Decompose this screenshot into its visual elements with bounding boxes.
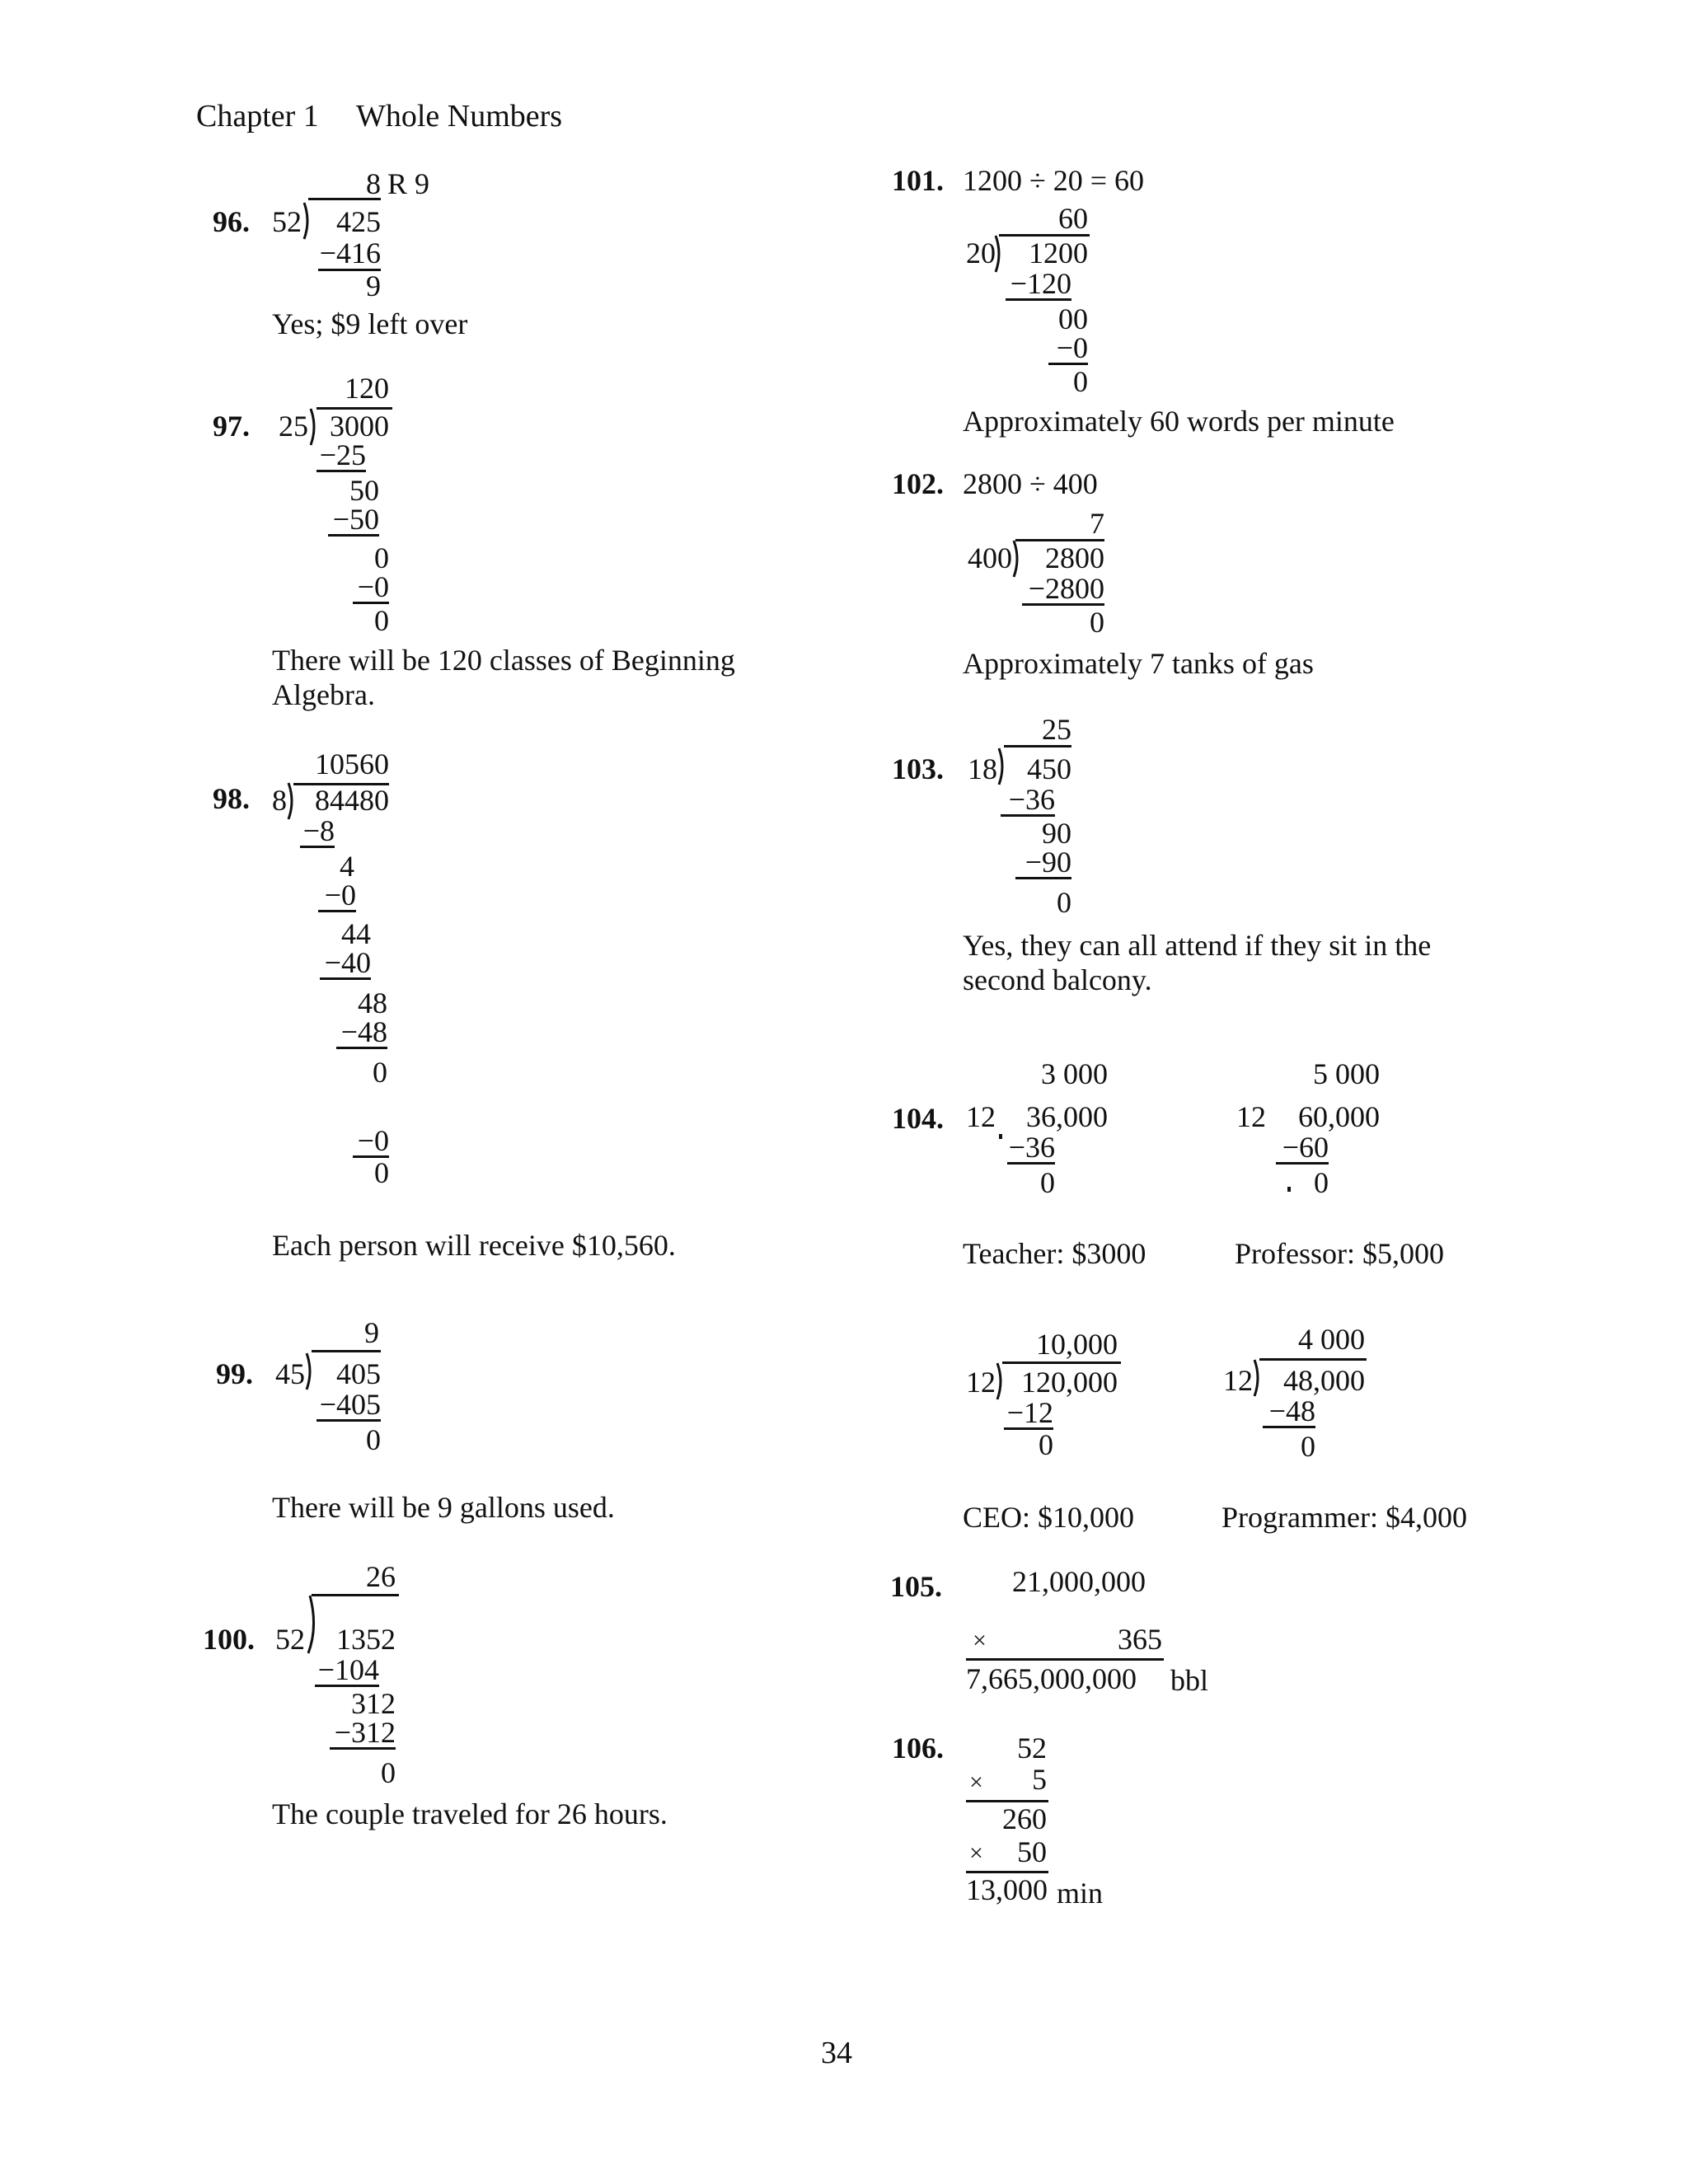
multiplicand: 21,000,000 — [1012, 1565, 1146, 1598]
times-sign-1: × — [969, 1769, 983, 1796]
problem-number: 97. — [213, 410, 250, 443]
division-bracket — [1012, 539, 1020, 579]
quotient: 9 — [364, 1316, 379, 1349]
step-line-2: 50 — [349, 474, 379, 507]
quotient: 8 — [366, 167, 381, 200]
factor-a: 52 — [1017, 1732, 1047, 1765]
dividend: 1200 — [1029, 237, 1088, 269]
professor-label: Professor: $5,000 — [1235, 1237, 1444, 1270]
dividend: 60,000 — [1298, 1100, 1380, 1133]
remainder-label: R 9 — [387, 167, 430, 200]
step-subtract-1: −8 — [300, 816, 335, 848]
step-subtract-3: −0 — [353, 572, 389, 604]
divisor: 52 — [272, 205, 302, 238]
product-unit: bbl — [1170, 1664, 1209, 1697]
step-subtract-2: −90 — [1015, 847, 1071, 879]
division-bar — [312, 1594, 399, 1596]
step-subtract-2: −50 — [328, 504, 379, 537]
answer-text: Yes; $9 left over — [272, 307, 468, 340]
step-line-3: 0 — [381, 1756, 396, 1789]
factor-d: 50 — [1017, 1835, 1047, 1868]
step-line-2: 0 — [1090, 606, 1104, 639]
divisor: 400 — [968, 541, 1012, 574]
dividend: 36,000 — [1026, 1100, 1108, 1133]
dividend: 84480 — [315, 784, 389, 817]
dividend: 3000 — [330, 410, 389, 443]
division-bracket — [305, 1352, 313, 1391]
quotient: 4 000 — [1298, 1323, 1365, 1356]
step-subtract-1: −36 — [1001, 785, 1055, 817]
step-subtract-1: −2800 — [1022, 574, 1104, 606]
programmer-label: Programmer: $4,000 — [1221, 1501, 1467, 1534]
teacher-label: Teacher: $3000 — [963, 1237, 1146, 1270]
step-line-2: 0 — [366, 1423, 381, 1456]
step-subtract-1: −25 — [316, 440, 366, 472]
division-bracket — [307, 1594, 315, 1655]
division-bar — [1259, 1358, 1367, 1361]
step-line-5: 0 — [373, 1056, 387, 1089]
step-subtract-2: −312 — [330, 1718, 396, 1750]
quotient: 10,000 — [1036, 1328, 1118, 1361]
quotient: 10560 — [315, 748, 389, 780]
dividend: 425 — [336, 205, 381, 238]
divisor: 12 — [966, 1100, 996, 1133]
dividend: 1352 — [336, 1623, 396, 1656]
answer-text: Approximately 7 tanks of gas — [963, 647, 1314, 680]
quotient: 5 000 — [1313, 1057, 1380, 1090]
step-subtract-4: −48 — [336, 1017, 387, 1049]
problem-number: 106. — [892, 1732, 944, 1765]
step-subtract-2: −0 — [318, 880, 356, 912]
divisor: 45 — [275, 1357, 305, 1390]
problem-number: 99. — [216, 1357, 253, 1390]
quotient: 7 — [1090, 507, 1104, 540]
product: 7,665,000,000 — [966, 1662, 1137, 1695]
divisor: 25 — [279, 410, 308, 443]
step-line-2: 4 — [340, 850, 354, 883]
quotient: 26 — [366, 1560, 396, 1593]
answer-text: The couple traveled for 26 hours. — [272, 1797, 668, 1830]
division-bar — [1002, 1361, 1121, 1364]
division-bar — [312, 1350, 381, 1352]
answer-line-1: There will be 120 classes of Beginning — [272, 644, 735, 677]
partial-product: 260 — [1002, 1802, 1047, 1835]
answer-line-1: Yes, they can all attend if they sit in the — [963, 929, 1432, 962]
divisor: 12 — [1223, 1364, 1253, 1397]
step-line-4: 48 — [358, 987, 387, 1019]
factor-b: 5 — [1032, 1763, 1047, 1796]
step-subtract-3: −40 — [320, 948, 371, 980]
step-subtract-1: −60 — [1276, 1132, 1329, 1165]
step-line-2: 0 — [1040, 1166, 1055, 1199]
times-sign-2: × — [969, 1840, 983, 1867]
problem-number: 102. — [892, 467, 944, 500]
problem-number: 104. — [892, 1102, 944, 1135]
step-line-3: 0 — [1057, 886, 1071, 919]
step-line-3: 0 — [1073, 365, 1088, 398]
subtrahend: −416 — [319, 237, 381, 269]
divisor: 12 — [1236, 1100, 1266, 1133]
division-bracket — [996, 1361, 1004, 1401]
divisor: 52 — [275, 1623, 305, 1656]
division-bracket — [302, 201, 311, 241]
answer-text: Each person will receive $10,560. — [272, 1229, 676, 1262]
answer-line-2: Algebra. — [272, 678, 375, 711]
step-subtract-1: −405 — [316, 1390, 381, 1422]
step-subtract-1: −12 — [1004, 1398, 1053, 1430]
step-subtract-1: −104 — [315, 1655, 379, 1687]
step-subtract-1: −48 — [1263, 1396, 1315, 1428]
problem-number: 96. — [213, 205, 250, 238]
problem-number: 100. — [203, 1623, 255, 1656]
step-line-2: 00 — [1058, 302, 1088, 335]
answer-text: Approximately 60 words per minute — [963, 405, 1395, 438]
step-line-3: 44 — [341, 917, 371, 950]
dividend: 405 — [336, 1357, 381, 1390]
quotient: 3 000 — [1041, 1057, 1108, 1090]
times-sign: × — [973, 1627, 987, 1654]
step-line-2: 90 — [1042, 817, 1071, 850]
step-subtract-2: −0 — [1048, 333, 1088, 365]
stray-mark — [1287, 1187, 1291, 1192]
quotient: 120 — [345, 372, 389, 405]
division-bar — [1004, 745, 1071, 748]
divisor: 8 — [272, 784, 287, 817]
step-line-2: 312 — [351, 1687, 396, 1720]
problem-number: 101. — [892, 164, 944, 197]
divisor: 18 — [968, 752, 997, 785]
step-line-6: 0 — [374, 1156, 389, 1189]
division-bracket — [1253, 1358, 1261, 1398]
step-line-2: 0 — [1301, 1430, 1315, 1463]
step-line-4: 0 — [374, 604, 389, 637]
expression: 2800 ÷ 400 — [963, 467, 1098, 500]
dividend: 2800 — [1045, 541, 1104, 574]
answer-line-2: second balcony. — [963, 963, 1152, 996]
answer-text: There will be 9 gallons used. — [272, 1491, 615, 1524]
division-bracket — [997, 747, 1006, 786]
dividend: 120,000 — [1021, 1366, 1118, 1399]
product-line — [966, 1658, 1164, 1661]
problem-number: 105. — [890, 1570, 942, 1603]
ceo-label: CEO: $10,000 — [963, 1501, 1135, 1534]
dividend: 450 — [1027, 752, 1071, 785]
divisor: 20 — [966, 237, 996, 269]
stray-mark — [999, 1134, 1002, 1139]
problem-number: 98. — [213, 782, 250, 815]
quotient: 25 — [1042, 713, 1071, 746]
quotient: 60 — [1058, 202, 1088, 235]
step-subtract-1: −36 — [1008, 1131, 1055, 1164]
divisor: 12 — [966, 1366, 996, 1399]
chapter-label: Chapter 1 — [196, 99, 319, 134]
step-line-2: 0 — [1039, 1428, 1053, 1461]
expression: 1200 ÷ 20 = 60 — [963, 164, 1145, 197]
step-subtract-1: −120 — [1006, 269, 1071, 301]
page-number: 34 — [821, 2036, 852, 2070]
step-line-3: 0 — [374, 541, 389, 574]
product: 13,000 — [966, 1873, 1048, 1906]
chapter-title: Whole Numbers — [356, 99, 563, 134]
division-bracket — [994, 234, 1002, 274]
dividend: 48,000 — [1283, 1364, 1365, 1397]
step-line-2: 0 — [1314, 1166, 1329, 1199]
problem-number: 103. — [892, 752, 944, 785]
remainder-value: 9 — [366, 269, 381, 302]
product-unit: min — [1057, 1877, 1104, 1910]
step-subtract-5: −0 — [353, 1126, 389, 1158]
multiplier: 365 — [1118, 1623, 1162, 1656]
